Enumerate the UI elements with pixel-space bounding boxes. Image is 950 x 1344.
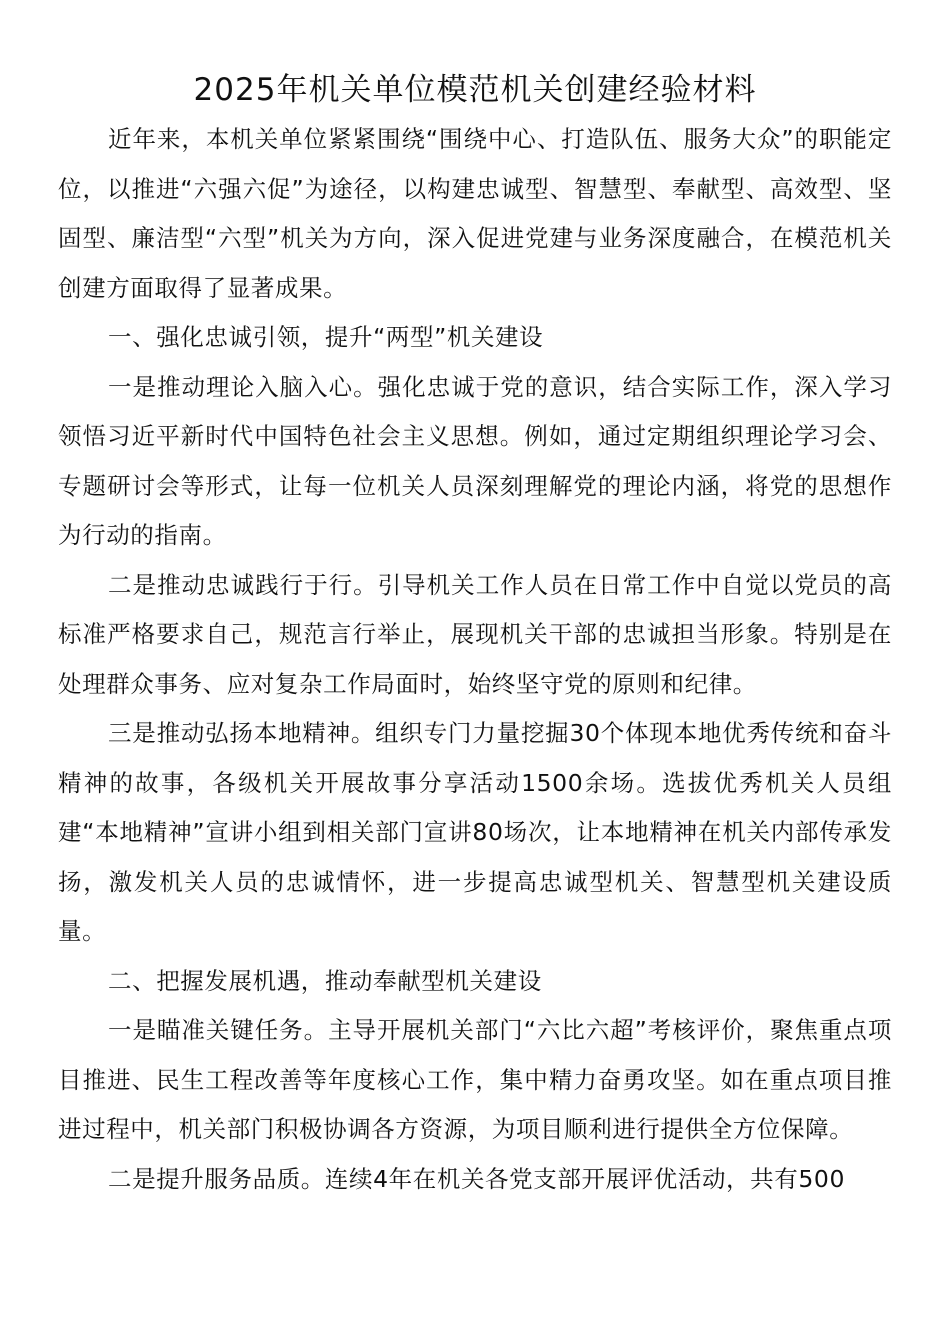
section-heading-2: 二、把握发展机遇，推动奉献型机关建设 (108, 966, 542, 995)
paragraph-2-1: 一是瞄准关键任务。主导开展机关部门“六比六超”考核评价，聚焦重点项目推进、民生工程改善等年度核心工作，集中精力奋勇攻坚。如在重点项目推进过程中，机关部门积极协调各方资源，为项目顺利进行提供全方位保障。 (58, 1016, 892, 1143)
section-heading-1: 一、强化忠诚引领，提升“两型”机关建设 (108, 323, 544, 351)
paragraph-2-2: 二是提升服务品质。连续4年在机关各党支部开展评优活动，共有500 (108, 1164, 846, 1193)
intro-paragraph: 近年来，本机关单位紧紧围绕“围绕中心、打造队伍、服务大众”的职能定位，以推进“六强六促”为途径，以构建忠诚型、智慧型、奉献型、高效型、坚固型、廉洁型“六型”机关为方向，深入促进党建与业务深度融合，在模范机关创建方面取得了显著成果。 (58, 125, 892, 302)
paragraph-1-2: 二是推动忠诚践行于行。引导机关工作人员在日常工作中自觉以党员的高标准严格要求自己，规范言行举止，展现机关干部的忠诚担当形象。特别是在处理群众事务、应对复杂工作局面时，始终坚守党的原则和纪律。 (58, 570, 892, 698)
paragraph-1-3: 三是推动弘扬本地精神。组织专门力量挖掘30个体现本地优秀传统和奋斗精神的故事，各级机关开展故事分享活动1500余场。选拔优秀机关人员组建“本地精神”宣讲小组到相关部门宣讲80场次，让本地精神在机关内部传承发扬，激发机关人员的忠诚情怀，进一步提高忠诚型机关、智慧型机关建设质量。 (58, 719, 892, 945)
document-body (58, 115, 892, 1204)
document-title: 2025年机关单位模范机关创建经验材料 (193, 72, 757, 108)
paragraph-1-1: 一是推动理论入脑入心。强化忠诚于党的意识，结合实际工作，深入学习领悟习近平新时代中国特色社会主义思想。例如，通过定期组织理论学习会、专题研讨会等形式，让每一位机关人员深刻理解党的理论内涵，将党的思想作为行动的指南。 (58, 372, 892, 549)
